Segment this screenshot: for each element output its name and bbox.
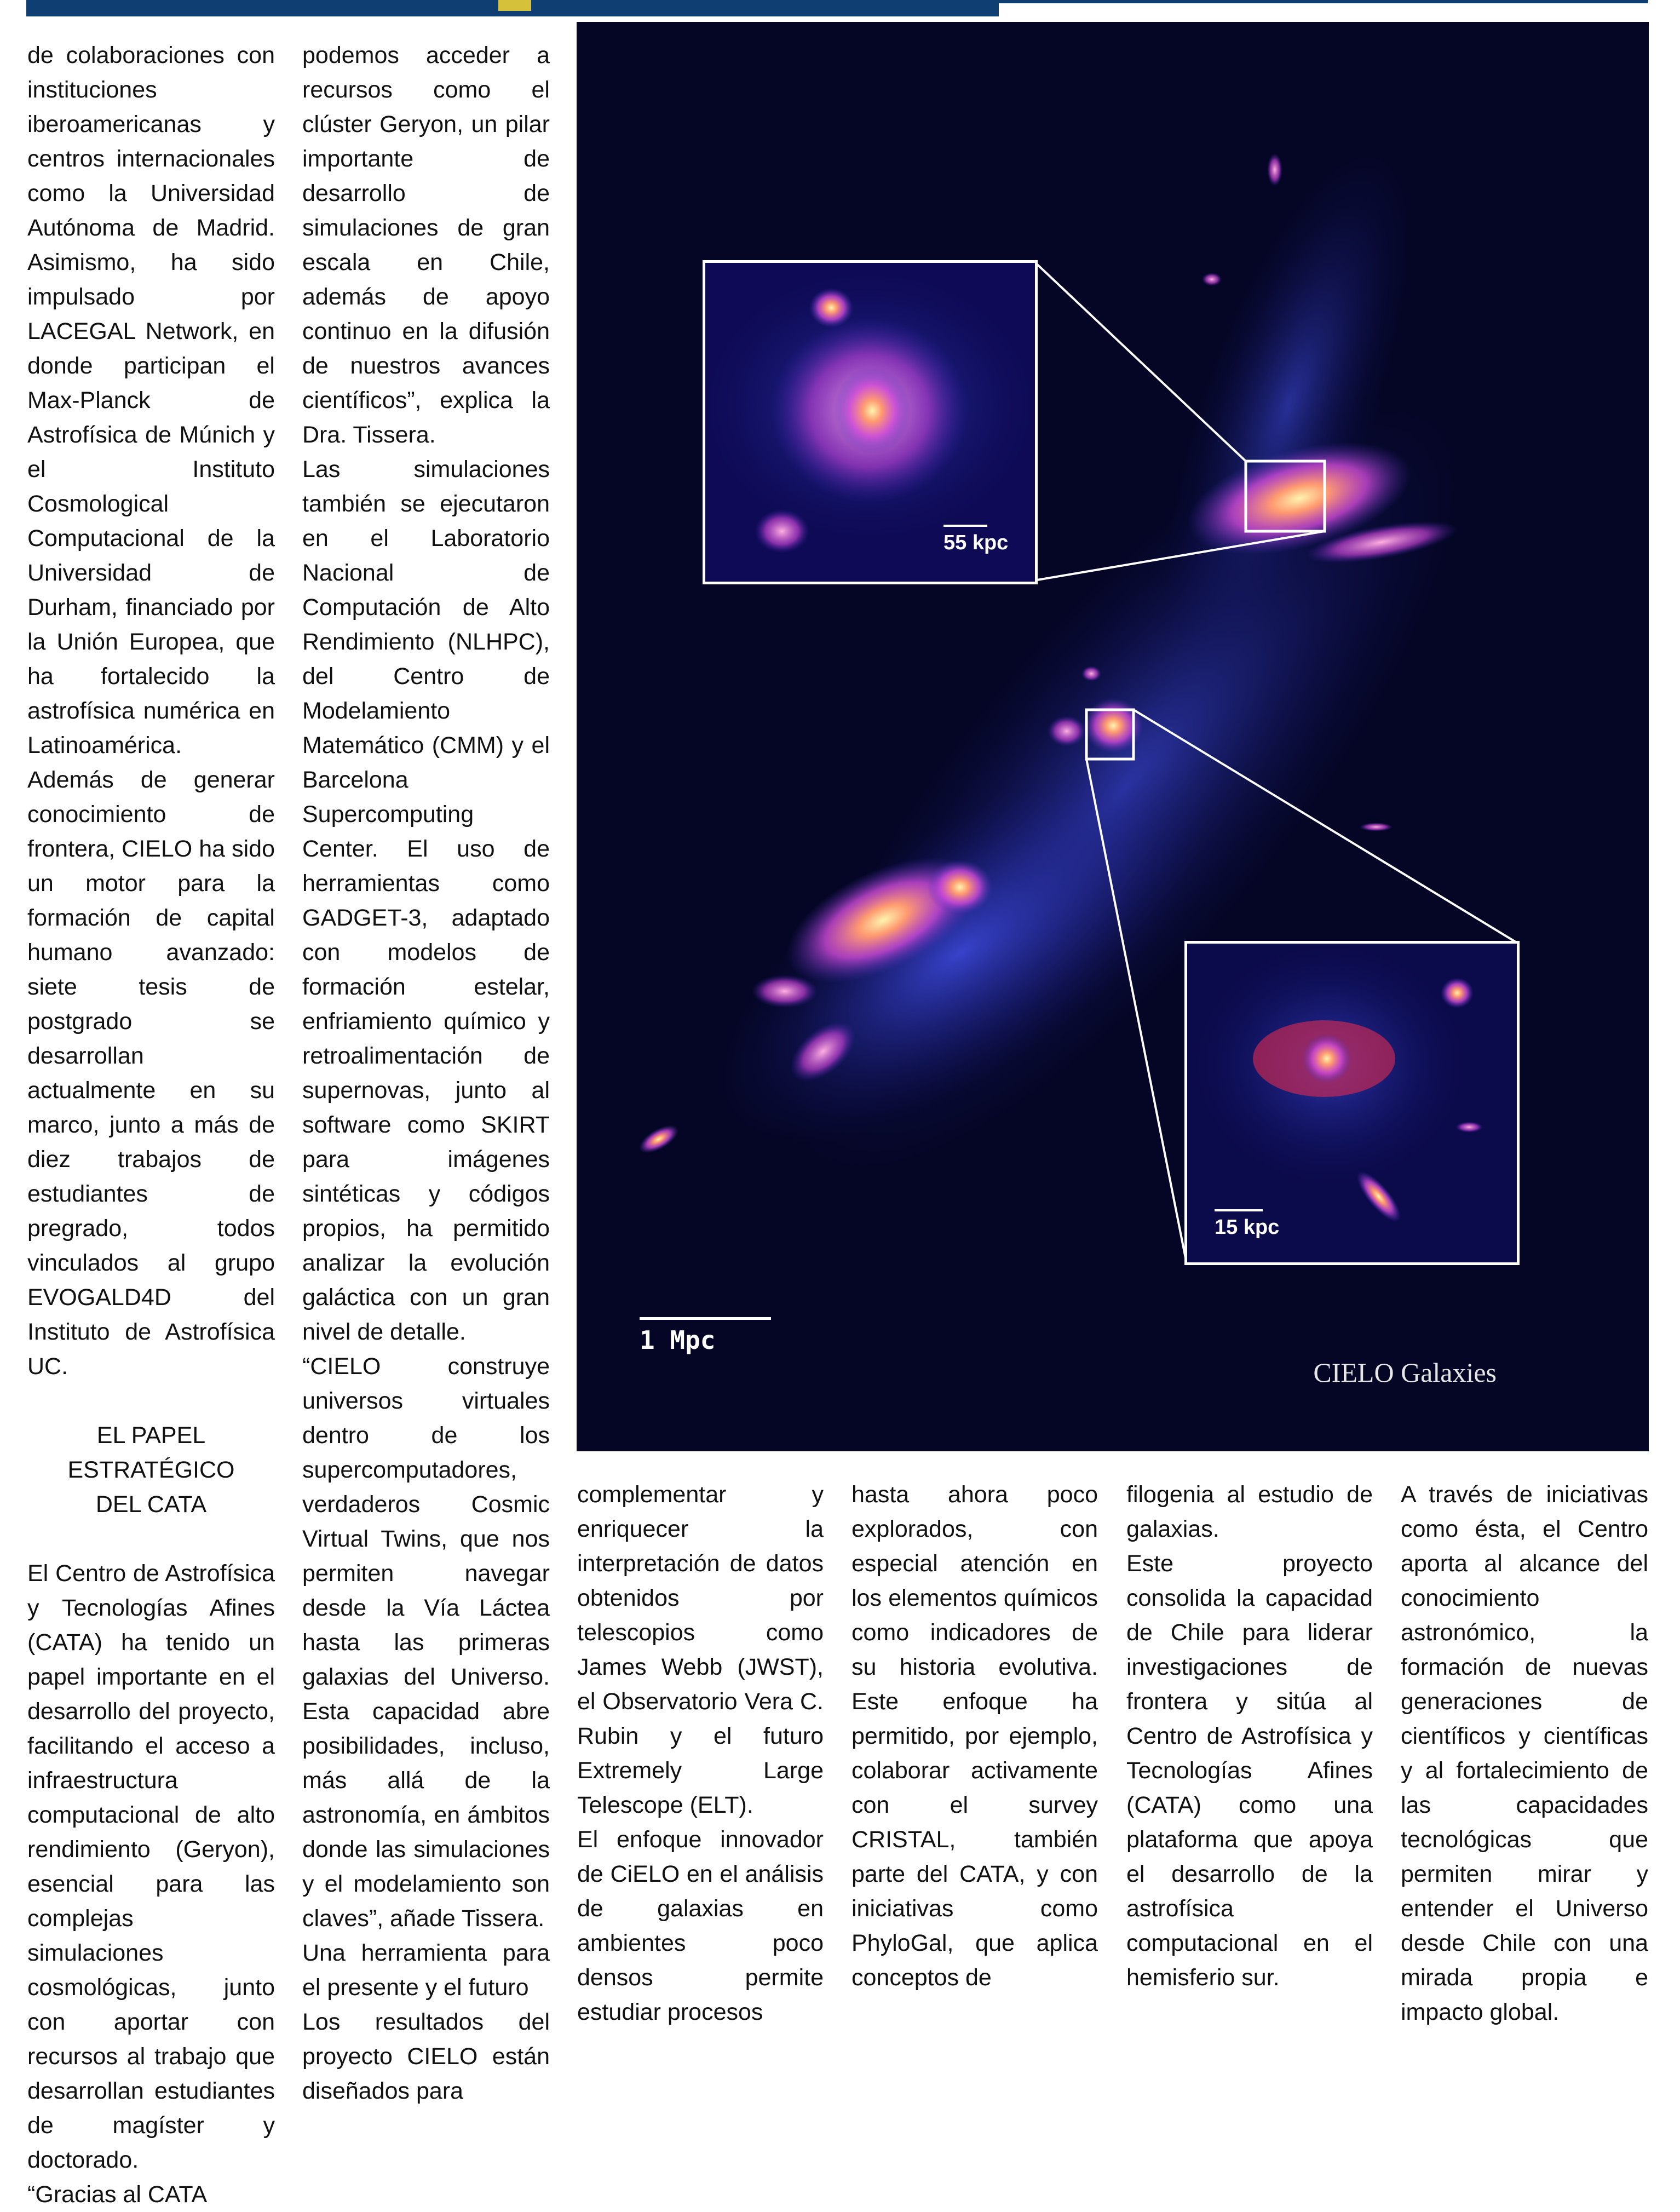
paragraph: Las simulaciones también se ejecutaron en el Laboratorio Nacional de Computación de Alto Rendimiento (NLHPC), del Centro de Modelamiento Matemático (CMM) y el Barcelona Supercomputing Center. El uso de herramientas como GADGET-3, adaptado con modelos de formación estelar, enfriamiento químico y retroalimentación de supernovas, junto al software como SKIRT para imágenes sintéticas y códigos propios, ha permitido analizar la evolución galáctica con un gran nivel de detalle. [302,456,550,1345]
paragraph: de colaboraciones con instituciones iberoamericanas y centros internacionales como la Universidad Autónoma de Madrid. Asimismo, ha sido impulsado por LACEGAL Network, en donde participan el Max-Planck de Astrofísica de Múnich y el Instituto Cosmological Computacional de la Universidad de Durham, financiado por la Unión Europea, que ha fortalecido la astrofísica numérica en Latinoamérica. [27,42,275,759]
inset-scale-bar: 55 kpc [943,525,1008,555]
text-column-1 [27,38,275,2212]
text-column-4 [851,1478,1098,1995]
section-heading: EL PAPEL ESTRATÉGICO DEL CATA [67,1422,235,1518]
paragraph: Los resultados del proyecto CIELO están diseñados para [302,2009,550,2104]
paragraph: Además de generar conocimiento de frontera, CIELO ha sido un motor para la formación de capital humano avanzado: siete tesis de postgrado se desarrollan actualmente en su marco, junto a más de diez trabajos de estudiantes de pregrado, todos vinculados al grupo EVOGALD4D del Instituto de Astrofísica UC. [27,767,275,1380]
paragraph: complementar y enriquecer la interpretación de datos obtenidos por telescopios como James Webb (JWST), el Observatorio Vera C. Rubin y el futuro Extremely Large Telescope (ELT). [577,1481,824,1818]
paragraph: filogenia al estudio de galaxias. [1126,1481,1373,1542]
paragraph: “Gracias al CATA [27,2181,208,2208]
scale-bar: 1 Mpc [640,1317,771,1355]
paragraph: podemos acceder a recursos como el clúster Geryon, un pilar importante de desarrollo de simulaciones de gran escala en Chile, además de apoyo continuo en la difusión de nuestros avances científicos”, explica la Dra. Tissera. [302,42,550,448]
paragraph: Este proyecto consolida la capacidad de Chile para liderar investigaciones de frontera y sitúa al Centro de Astrofísica y Tecnologías Afines (CATA) como una plataforma que apoya el desarrollo de la astrofísica computacional en el hemisferio sur. [1126,1550,1373,1991]
paragraph: El Centro de Astrofísica y Tecnologías Afines (CATA) ha tenido un papel importante en el desarrollo del proyecto, facilitando el acceso a infraestructura computacional de alto rendimiento (Geryon), esencial para las complejas simulaciones cosmológicas, junto con aportar con recursos al trabajo que desarrollan estudiantes de magíster y doctorado. [27,1560,275,2173]
zoom-inset-15kpc [1184,941,1520,1265]
inset-scale-bar: 15 kpc [1215,1209,1279,1239]
paragraph: hasta ahora poco explorados, con especial atención en los elementos químicos como indicadores de su historia evolutiva. Este enfoque ha permitido, por ejemplo, colaborar activamente con el survey CRISTAL, también parte del CATA, y con iniciativas como PhyloGal, que aplica conceptos de [851,1481,1098,1991]
text-column-3 [577,1478,824,2030]
paragraph: A través de iniciativas como ésta, el Centro aporta al alcance del conocimiento astronómico, la formación de nuevas generaciones de científicos y científicas y al fortalecimiento de las capacidades tecnológicas que permiten mirar y entender el Universo desde Chile con una mirada propia e impacto global. [1401,1481,1648,2025]
text-column-6 [1401,1478,1648,2030]
zoom-inset-55kpc [703,260,1038,584]
header-rule [991,0,1648,3]
simulation-figure [577,22,1649,1451]
paragraph: “CIELO construye universos virtuales dentro de los supercomputadores, verdaderos Cosmic Virtual Twins, que nos permiten navegar desde la Vía Láctea hasta las primeras galaxias del Universo. Esta capacidad abre posibilidades, incluso, más allá de la astronomía, en ámbitos donde las simulaciones y el modelamiento son claves”, añade Tissera. [302,1353,550,1932]
text-column-2 [302,38,550,2108]
subheading: Una herramienta para el presente y el futuro [302,1940,550,2001]
figure-caption: CIELO Galaxies [1313,1357,1497,1388]
text-column-5 [1126,1478,1373,1995]
header-accent [498,0,531,11]
paragraph: El enfoque innovador de CiELO en el análisis de galaxias en ambientes poco densos permite estudiar procesos [577,1826,824,2025]
